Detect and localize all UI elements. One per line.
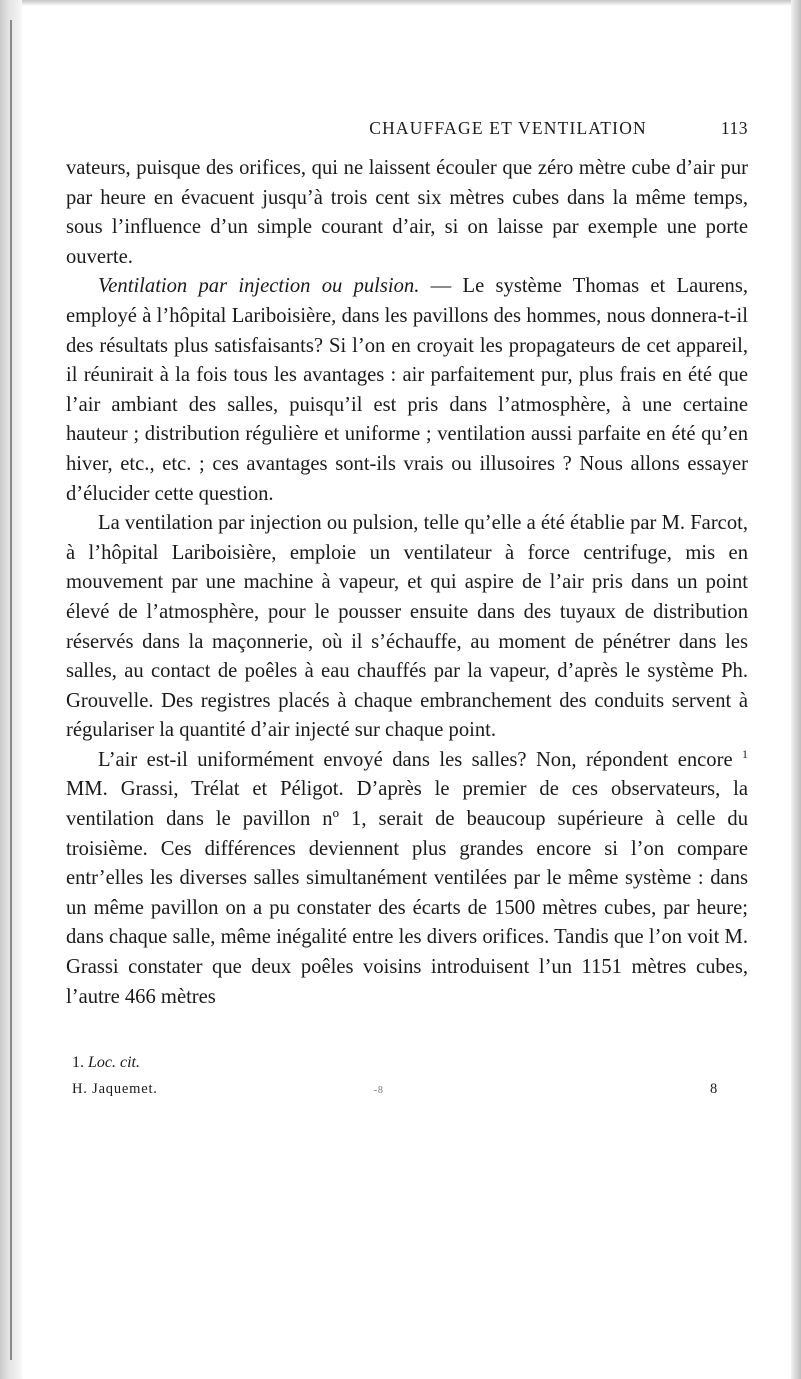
signature-mark: -8	[373, 1085, 384, 1097]
scan-top-edge	[0, 0, 801, 6]
paragraph-4-text-b: MM. Grassi, Trélat et Péligot. D’après le premier de ces observateurs, la ventilation dans le pavillon nº 1, serait de beaucoup supérieure à celle du troisième. Ces différences deviennent plus grandes encore si l’on compare entr’elles les diverses salles simultanément ventilées par le même système : dans un même pavillon on a pu constater des écarts de 1500 mètres cubes, par heure; dans chaque salle, même inégalité entre les divers orifices. Tandis que l’on voit M. Grassi constater que deux poêles voisins introduisent l’un 1151 mètres cubes, l’autre 466 mètres	[66, 778, 748, 1008]
signature-author: H. Jaquemet.	[72, 1081, 158, 1098]
page-number: 113	[720, 118, 748, 138]
paragraph-2-text: — Le système Thomas et Laurens, employé à l’hôpital Lariboisière, dans les pavillons des hommes, nous donnera-t-il des résultats plus satisfaisants? Si l’on en croyait les propagateurs de cet appareil, il réunirait à la fois tous les avantages : air parfaitement pur, plus frais en été que l’air ambiant des salles, puisqu’il est pris dans l’atmosphère, à une certaine hauteur ; distribution régulière et uniforme ; ventilation aussi parfaite en été qu’en hiver, etc., etc. ; ces avantages sont-ils vrais ou illusoires ? Nous allons essayer d’élucider cette question.	[66, 275, 748, 505]
printer-signature-line	[66, 1077, 748, 1103]
running-header	[66, 118, 748, 144]
footnote-text: Loc. cit.	[88, 1054, 140, 1072]
paragraph-2	[66, 272, 748, 509]
footnote-number: 1.	[72, 1054, 84, 1072]
paragraph-1: vateurs, puisque des orifices, qui ne laissent écouler que zéro mètre cube d’air pur par heure en évacuent jusqu’à trois cent six mètres cubes dans la même temps, sous l’influence d’un simple courant d’air, si on laisse par exemple une porte ouverte.	[66, 157, 748, 268]
footnote-reference: 1	[742, 747, 748, 762]
footnote-1	[66, 1050, 748, 1075]
scan-binding-line	[10, 20, 12, 1360]
book-page	[66, 118, 748, 1103]
section-heading: Ventilation par injection ou pulsion.	[98, 275, 420, 298]
body-text	[66, 154, 748, 1012]
signature-sheet-number: 8	[709, 1081, 718, 1098]
scan-right-edge	[791, 0, 801, 1379]
running-title: CHAUFFAGE ET VENTILATION	[369, 118, 647, 138]
paragraph-4-text-a: L’air est-il uniformément envoyé dans les salles? Non, répondent encore	[98, 748, 742, 771]
footnotes	[66, 1050, 748, 1103]
paragraph-4	[66, 746, 748, 1012]
paragraph-3: La ventilation par injection ou pulsion, telle qu’elle a été établie par M. Farcot, à l’hôpital Lariboisière, emploie un ventilateur à force centrifuge, mis en mouvement par une machine à vapeur, et qui aspire de l’air pris dans un point élevé de l’atmosphère, pour le pousser ensuite dans des tuyaux de distribution réservés dans la maçonnerie, où il s’échauffe, au moment de pénétrer dans les salles, au contact de poêles à eau chauffés par la vapeur, d’après le système Ph. Grouvelle. Des registres placés à chaque embranchement des conduits servent à régulariser la quantité d’air injecté sur chaque point.	[66, 512, 748, 742]
